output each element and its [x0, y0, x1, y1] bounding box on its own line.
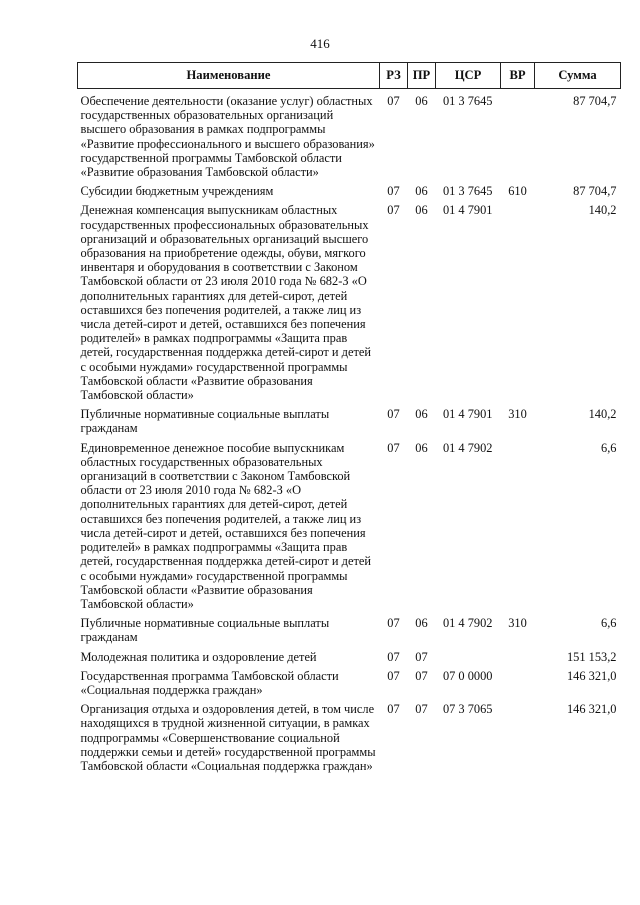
page-number: 416 [310, 36, 330, 51]
row-pr: 06 [415, 440, 428, 455]
row-name: Публичные нормативные социальные выплаты гражданам [80, 616, 330, 645]
row-name: Денежная компенсация выпускникам областных государственных профессиональных образовательных организаций и образовательных организаций высшего образования на приобретение одежды, обуви, мягкого инвентаря и оборудования в соответствии с Законом Тамбовской области от 23 июля 2010 года № 682-З «О дополнительных гарантиях для детей-сирот, детей оставшихся без попечения родителей, а также лиц из числа детей-сирот и детей, оставшихся без попечения родителей» в рамках подпрограммы «Защита прав детей, государственная поддержка детей-сирот и детей с особыми нуждами» государственной программы Тамбовской области «Развитие образования Тамбовской области» [80, 203, 372, 403]
row-sum: 140,2 [588, 407, 617, 422]
table-row [78, 650, 621, 669]
row-rz: 07 [387, 94, 400, 108]
row-vr: 310 [508, 407, 527, 422]
row-name: Публичные нормативные социальные выплаты гражданам [80, 407, 330, 436]
row-name: Организация отдыха и оздоровления детей, в том числе находящихся в трудной жизненной ситуации, в рамках подпрограммы «Совершенствование социальной поддержки семьи и детей» государственной программы Тамбовской области «Социальная поддержка граждан» [80, 702, 376, 773]
row-pr: 06 [415, 407, 428, 422]
row-name: Обеспечение деятельности (оказание услуг) областных государственных образовательных организаций высшего образования в рамках подпрограммы «Развитие профессионального и высшего образования» государственной программы Тамбовской области «Развитие образования Тамбовской области» [80, 94, 375, 180]
row-name: Молодежная политика и оздоровление детей [80, 649, 317, 664]
row-sum: 146 321,0 [566, 668, 617, 683]
row-sum: 6,6 [601, 440, 617, 455]
row-rz: 07 [387, 440, 400, 455]
table-row [78, 702, 621, 778]
row-sum: 87 704,7 [573, 184, 617, 199]
row-pr: 06 [415, 203, 428, 218]
table-header [78, 63, 621, 89]
row-sum: 6,6 [601, 616, 617, 631]
header-row [78, 63, 621, 89]
row-vr [501, 669, 535, 702]
row-csr: 01 4 7902 [442, 616, 493, 631]
row-pr: 07 [415, 649, 428, 664]
table-row [78, 616, 621, 649]
row-csr: 07 0 0000 [442, 668, 493, 683]
row-vr [501, 441, 535, 616]
row-name: Единовременное денежное пособие выпускникам областных государственных образовательных организаций в соответствии с Законом Тамбовской области от 23 июля 2010 года № 682-З «О дополнительных гарантиях для детей-сирот, детей оставшихся без попечения родителей, а также лиц из числа детей-сирот и детей, оставшихся без попечения родителей» в рамках подпрограммы «Защита прав детей, государственная поддержка детей-сирот и детей с особыми нуждами» государственной программы Тамбовской области «Развитие образования Тамбовской области» [80, 440, 372, 611]
table-row [78, 203, 621, 407]
row-pr: 07 [415, 702, 428, 717]
row-sum: 151 153,2 [566, 649, 617, 664]
row-name: Субсидии бюджетным учреждениям [80, 184, 274, 199]
row-rz: 07 [387, 649, 400, 664]
budget-table [77, 62, 621, 778]
table-row [78, 669, 621, 702]
row-sum: 87 704,7 [573, 94, 617, 108]
row-vr [501, 203, 535, 407]
row-csr: 07 3 7065 [442, 702, 493, 717]
table-row [78, 441, 621, 616]
row-vr [501, 702, 535, 778]
header-rz: РЗ [380, 63, 408, 89]
header-name: Наименование [78, 63, 380, 89]
row-rz: 07 [387, 668, 400, 683]
row-pr: 06 [415, 184, 428, 199]
row-name: Государственная программа Тамбовской области «Социальная поддержка граждан» [80, 668, 339, 697]
row-vr [501, 89, 535, 185]
header-sum: Сумма [535, 63, 621, 89]
row-rz: 07 [387, 702, 400, 717]
table-row [78, 407, 621, 440]
row-rz: 07 [387, 407, 400, 422]
row-csr: 01 4 7901 [442, 203, 493, 218]
row-csr: 01 3 7645 [442, 94, 493, 108]
row-vr: 610 [508, 184, 527, 199]
row-sum: 140,2 [588, 203, 617, 218]
table-body [78, 89, 621, 779]
row-pr: 06 [415, 616, 428, 631]
header-vr: ВР [501, 63, 535, 89]
row-pr: 06 [415, 94, 428, 108]
row-csr: 01 3 7645 [442, 184, 493, 199]
table-row [78, 89, 621, 185]
row-pr: 07 [415, 668, 428, 683]
row-csr: 01 4 7901 [442, 407, 493, 422]
row-csr: 01 4 7902 [442, 440, 493, 455]
row-csr [436, 650, 501, 669]
row-sum: 146 321,0 [566, 702, 617, 717]
row-vr [501, 650, 535, 669]
row-rz: 07 [387, 616, 400, 631]
header-pr: ПР [408, 63, 436, 89]
table-row [78, 184, 621, 203]
row-rz: 07 [387, 184, 400, 199]
row-vr: 310 [508, 616, 527, 631]
header-csr: ЦСР [436, 63, 501, 89]
row-rz: 07 [387, 203, 400, 218]
